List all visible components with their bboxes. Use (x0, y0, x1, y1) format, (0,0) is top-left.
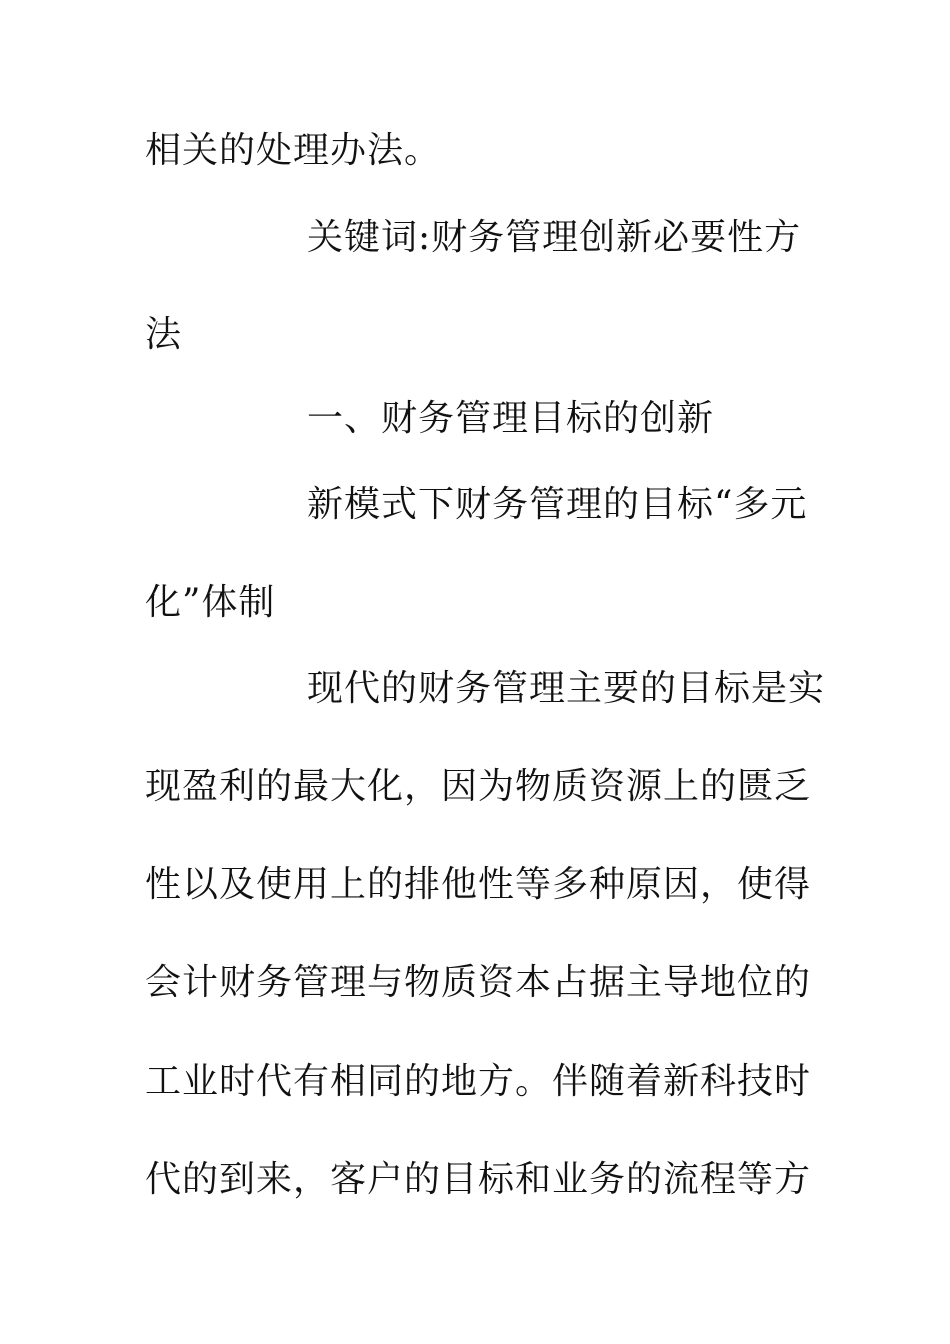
paragraph-line: 现代的财务管理主要的目标是实 (307, 668, 826, 709)
keywords-line: 关键词:财务管理创新必要性方 (307, 217, 802, 258)
paragraph-line: 工业时代有相同的地方。伴随着新科技时 (145, 1061, 812, 1102)
keywords-line-continued: 法 (145, 314, 183, 355)
paragraph-line: 会计财务管理与物质资本占据主导地位的 (145, 962, 812, 1003)
paragraph-line: 现盈利的最大化，因为物质资源上的匮乏 (145, 766, 812, 807)
paragraph-line: 代的到来，客户的目标和业务的流程等方 (145, 1159, 812, 1200)
subsection-heading-continued: 化”体制 (145, 582, 276, 623)
section-heading: 一、财务管理目标的创新 (307, 398, 715, 439)
paragraph-line: 相关的处理办法。 (145, 130, 442, 171)
paragraph-line: 性以及使用上的排他性等多种原因，使得 (145, 864, 812, 905)
subsection-heading: 新模式下财务管理的目标“多元 (307, 484, 808, 525)
